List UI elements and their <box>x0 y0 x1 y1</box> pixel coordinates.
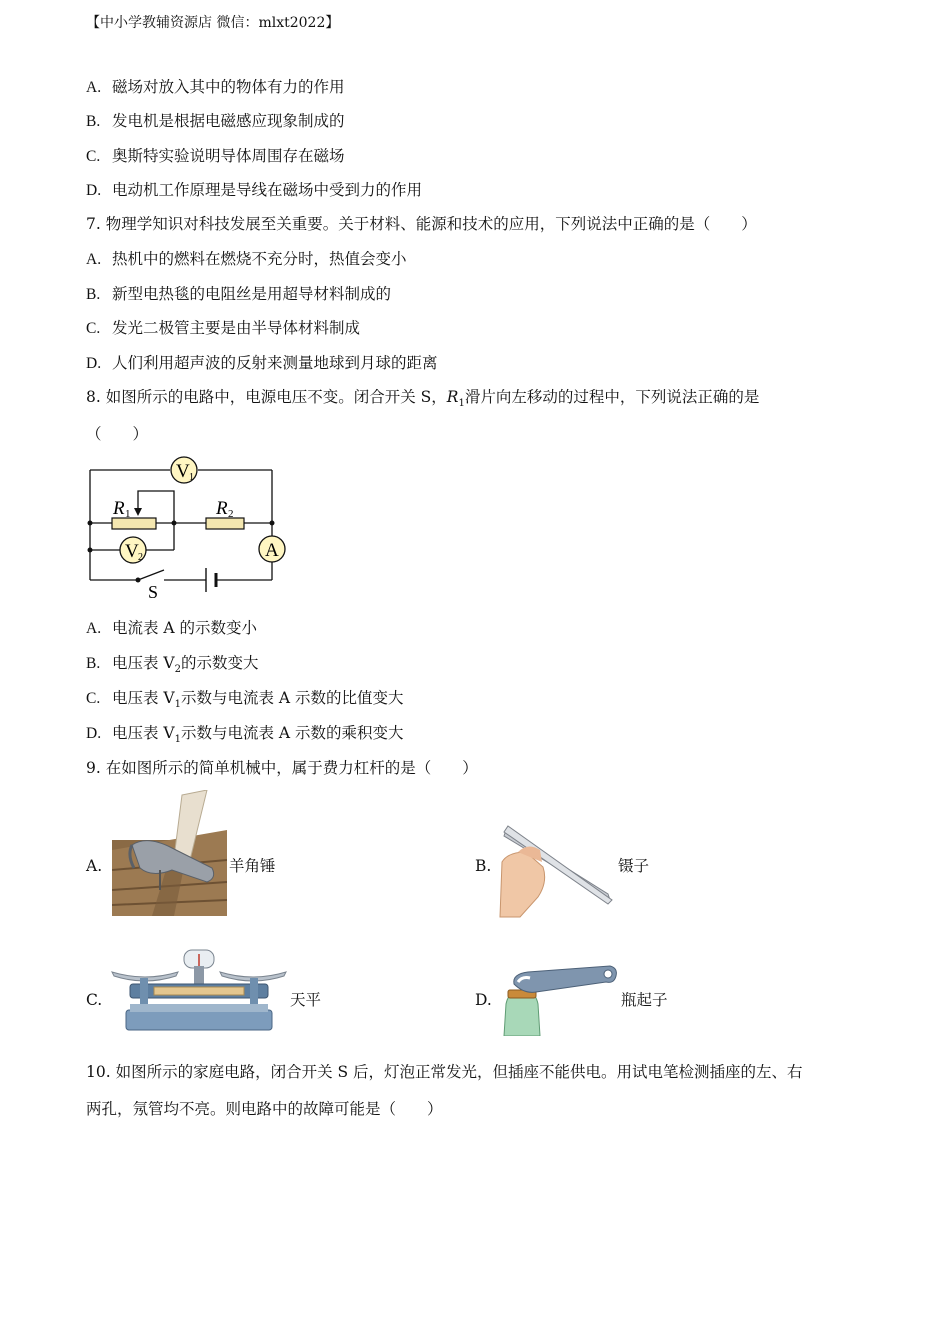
s-label: S <box>148 582 159 602</box>
q9-stem: 9. 在如图所示的简单机械中，属于费力杠杆的是（ ） <box>86 759 478 777</box>
q9-option-b-label: 镊子 <box>618 857 650 875</box>
resistor-r1 <box>112 518 156 529</box>
q6-option-c[interactable] <box>86 146 345 167</box>
option-text-pre: 电压表 V <box>112 724 175 742</box>
option-sub: 1 <box>174 699 181 711</box>
option-text-pre: 电压表 V <box>112 689 175 707</box>
option-text: 电动机工作原理是导线在磁场中受到力的作用 <box>112 181 423 199</box>
option-text: 人们利用超声波的反射来测量地球到月球的距离 <box>112 354 438 372</box>
q8-option-d[interactable] <box>86 723 404 750</box>
a-label: A <box>265 540 279 561</box>
claw-hammer-image <box>112 790 227 916</box>
q9-option-c-letter[interactable]: C. <box>86 991 103 1009</box>
option-letter: B. <box>86 655 101 672</box>
option-text: 发电机是根据电磁感应现象制成的 <box>112 112 345 130</box>
option-text-pre: 电压表 V <box>112 654 175 672</box>
q10-stem-line-2: 两孔，氖管均不亮。则电路中的故障可能是（ ） <box>86 1100 443 1118</box>
q9-option-a-letter[interactable]: A. <box>86 857 103 875</box>
circuit-diagram <box>86 455 291 605</box>
v2-sub: 2 <box>138 552 143 563</box>
q7-option-c[interactable] <box>86 318 360 339</box>
q8-stem-r: R <box>446 388 459 406</box>
q9-option-a-label: 羊角锤 <box>229 857 276 875</box>
q8-option-c[interactable] <box>86 688 404 715</box>
option-text: 奥斯特实验说明导体周围存在磁场 <box>112 147 345 165</box>
option-letter: C. <box>86 320 101 337</box>
v2-label: V <box>125 541 139 562</box>
option-letter: C. <box>86 690 101 707</box>
r1-label: R <box>113 498 125 519</box>
r2-sub: 2 <box>228 508 234 520</box>
q8-stem-bracket: （ ） <box>86 425 149 443</box>
option-letter: D. <box>86 355 102 372</box>
option-letter: C. <box>86 148 101 165</box>
option-sub: 1 <box>174 734 181 746</box>
q8-stem-sub: 1 <box>458 398 465 410</box>
r2-label: R <box>216 498 228 519</box>
balance-scale-image <box>110 948 288 1034</box>
q7-option-d[interactable] <box>86 353 438 374</box>
option-letter: A. <box>86 79 102 96</box>
q9-option-c-label: 天平 <box>290 991 322 1009</box>
option-letter: D. <box>86 725 102 742</box>
q9-option-b-letter[interactable]: B. <box>475 857 492 875</box>
option-letter: B. <box>86 113 101 130</box>
option-text: 磁场对放入其中的物体有力的作用 <box>112 78 345 96</box>
option-text-post: 的示数变大 <box>181 654 259 672</box>
q7-stem: 7. 物理学知识对科技发展至关重要。关于材料、能源和技术的应用，下列说法中正确的是（ ） <box>86 215 757 233</box>
q8-stem <box>86 387 759 414</box>
option-text-post: 示数与电流表 A 示数的比值变大 <box>181 689 404 707</box>
q10-stem-line-1: 10. 如图所示的家庭电路，闭合开关 S 后，灯泡正常发光，但插座不能供电。用试电笔检测插座的左、右 <box>86 1063 803 1081</box>
slider-arrowhead <box>134 508 142 516</box>
option-letter: A. <box>86 251 102 268</box>
q8-option-b[interactable] <box>86 653 259 680</box>
option-text: 热机中的燃料在燃烧不充分时，热值会变小 <box>112 250 407 268</box>
q9-option-d-label: 瓶起子 <box>621 991 668 1009</box>
q7-option-a[interactable] <box>86 249 407 270</box>
q6-option-a[interactable] <box>86 77 345 98</box>
v1-sub: 1 <box>189 472 194 483</box>
option-text: 电流表 A 的示数变小 <box>112 619 258 637</box>
q6-option-d[interactable] <box>86 180 422 201</box>
tweezers-image <box>498 822 616 918</box>
q8-option-a[interactable] <box>86 618 257 639</box>
option-letter: A. <box>86 620 102 637</box>
option-text-post: 示数与电流表 A 示数的乘积变大 <box>181 724 404 742</box>
q7-option-b[interactable] <box>86 284 391 305</box>
resistor-r2 <box>206 518 244 529</box>
option-text: 新型电热毯的电阻丝是用超导材料制成的 <box>112 285 392 303</box>
r1-sub: 1 <box>125 508 131 520</box>
q9-option-d-letter[interactable]: D. <box>475 991 492 1009</box>
page-header: 【中小学教辅资源店 微信：mlxt2022】 <box>86 15 340 31</box>
option-text: 发光二极管主要是由半导体材料制成 <box>112 319 361 337</box>
option-letter: B. <box>86 286 101 303</box>
q6-option-b[interactable] <box>86 111 345 132</box>
q8-stem-part-a: 8. 如图所示的电路中，电源电压不变。闭合开关 S， <box>86 388 447 406</box>
bottle-opener-image <box>498 960 620 1036</box>
option-letter: D. <box>86 182 102 199</box>
option-sub: 2 <box>174 664 181 676</box>
q8-stem-part-b: 滑片向左移动的过程中，下列说法正确的是 <box>464 388 760 406</box>
v1-label: V <box>176 461 190 482</box>
